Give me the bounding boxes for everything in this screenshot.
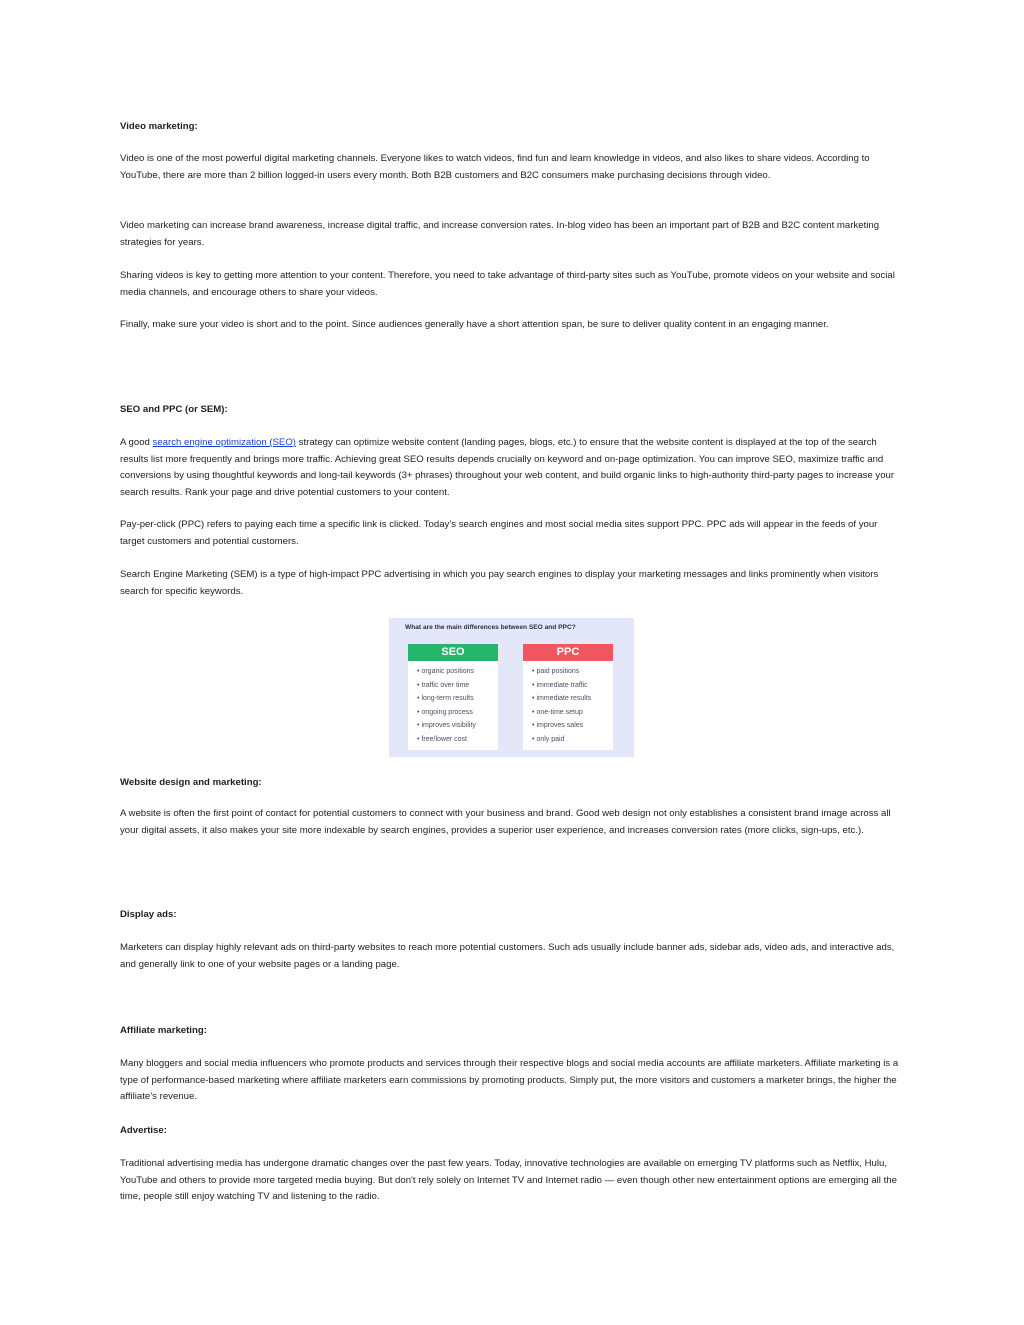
ppc-feature-list xyxy=(523,661,613,746)
ppc-feature-item: • paid positions xyxy=(532,665,613,679)
display-ads-heading: Display ads: xyxy=(120,909,177,920)
video-marketing-heading: Video marketing: xyxy=(120,121,198,132)
seo-link[interactable]: search engine optimization (SEO) xyxy=(152,437,296,448)
affiliate-paragraph-1: Many bloggers and social media influencers who promote products and services through their respective blogs and social media accounts are affiliate marketers. Affiliate marketing is a type of performance-based marketing where affiliate marketers earn commissions by promoting products. Simply put, the more visitors and customers a marketer brings, the higher the affiliate’s revenue. xyxy=(120,1058,899,1102)
ppc-column-header: PPC xyxy=(523,644,613,661)
seo-feature-item: • long-term results xyxy=(417,692,498,706)
infographic-title: What are the main differences between SEO and PPC? xyxy=(405,624,576,631)
seo-ppc-heading: SEO and PPC (or SEM): xyxy=(120,404,228,415)
display-paragraph-1: Marketers can display highly relevant ads on third-party websites to reach more potential customers. Such ads usually include banner ads, sidebar ads, video ads, and interactive ads, and generally link to one of your website pages or a landing page. xyxy=(120,942,895,970)
website-paragraph-1: A website is often the first point of contact for potential customers to connect with your business and brand. Good web design not only establishes a consistent brand image across all your digital assets, it also makes your site more indexable by search engines, provides a superior user experience, and increases conversion rates (more clicks, sign-ups, etc.). xyxy=(120,808,891,836)
seo-paragraph-3: Search Engine Marketing (SEM) is a type of high-impact PPC advertising in which you pay search engines to display your marketing messages and links prominently when visitors search for specific keywords. xyxy=(120,569,879,597)
ppc-column xyxy=(523,644,613,750)
ppc-feature-item: • immediate traffic xyxy=(532,679,613,693)
seo-feature-item: • traffic over time xyxy=(417,679,498,693)
affiliate-marketing-heading: Affiliate marketing: xyxy=(120,1025,207,1036)
ppc-feature-item: • one-time setup xyxy=(532,706,613,720)
video-paragraph-1: Video is one of the most powerful digital marketing channels. Everyone likes to watch videos, find fun and learn knowledge in videos, and also likes to share videos. According to YouTube, there are more than 2 billion logged-in users every month. Both B2B customers and B2C consumers make purchasing decisions through video. xyxy=(120,153,870,181)
video-paragraph-3: Sharing videos is key to getting more attention to your content. Therefore, you need to take advantage of third-party sites such as YouTube, promote videos on your website and social media channels, and encourage others to share your videos. xyxy=(120,270,895,298)
seo-vs-ppc-infographic xyxy=(389,618,634,757)
seo-feature-item: • ongoing process xyxy=(417,706,498,720)
seo-paragraph-1 xyxy=(120,435,900,501)
ppc-feature-item: • immediate results xyxy=(532,692,613,706)
seo-feature-item: • improves visibility xyxy=(417,719,498,733)
video-paragraph-4: Finally, make sure your video is short and to the point. Since audiences generally have a short attention span, be sure to deliver quality content in an engaging manner. xyxy=(120,319,829,330)
seo-paragraph-2: Pay-per-click (PPC) refers to paying each time a specific link is clicked. Today’s search engines and most social media sites support PPC. PPC ads will appear in the feeds of your target customers and potential customers. xyxy=(120,519,878,547)
website-design-heading: Website design and marketing: xyxy=(120,777,262,788)
seo-feature-item: • free/lower cost xyxy=(417,733,498,747)
seo-feature-item: • organic positions xyxy=(417,665,498,679)
advertise-heading: Advertise: xyxy=(120,1125,167,1136)
seo-column xyxy=(408,644,498,750)
ppc-feature-item: • improves sales xyxy=(532,719,613,733)
seo-column-header: SEO xyxy=(408,644,498,661)
seo-feature-list xyxy=(408,661,498,746)
ppc-feature-item: • only paid xyxy=(532,733,613,747)
seo-paragraph-1-rest: strategy can optimize website content (landing pages, blogs, etc.) to ensure that the website content is displayed at the top of the search results list more frequently and brings more traffic. Achieving great SEO results depends crucially on keyword and on-page optimization. You can improve SEO, maximize traffic and conversions by using thoughtful keywords and long-tail keywords (3+ phrases) throughout your web content, and build organic links to high-authority third-party pages to increase your search results. Rank your page and drive potential customers to your content. xyxy=(120,437,895,498)
advertise-paragraph-1: Traditional advertising media has undergone dramatic changes over the past few years. Today, innovative technologies are available on emerging TV platforms such as Netflix, Hulu, YouTube and others to provide more targeted media buying. But don't rely solely on Internet TV and Internet radio — even though other new entertainment options are emerging all the time, people still enjoy watching TV and listening to the radio. xyxy=(120,1158,897,1202)
seo-paragraph-1-lead: A good xyxy=(120,437,153,448)
video-paragraph-2: Video marketing can increase brand awareness, increase digital traffic, and increase conversion rates. In-blog video has been an important part of B2B and B2C content marketing strategies for years. xyxy=(120,220,880,248)
